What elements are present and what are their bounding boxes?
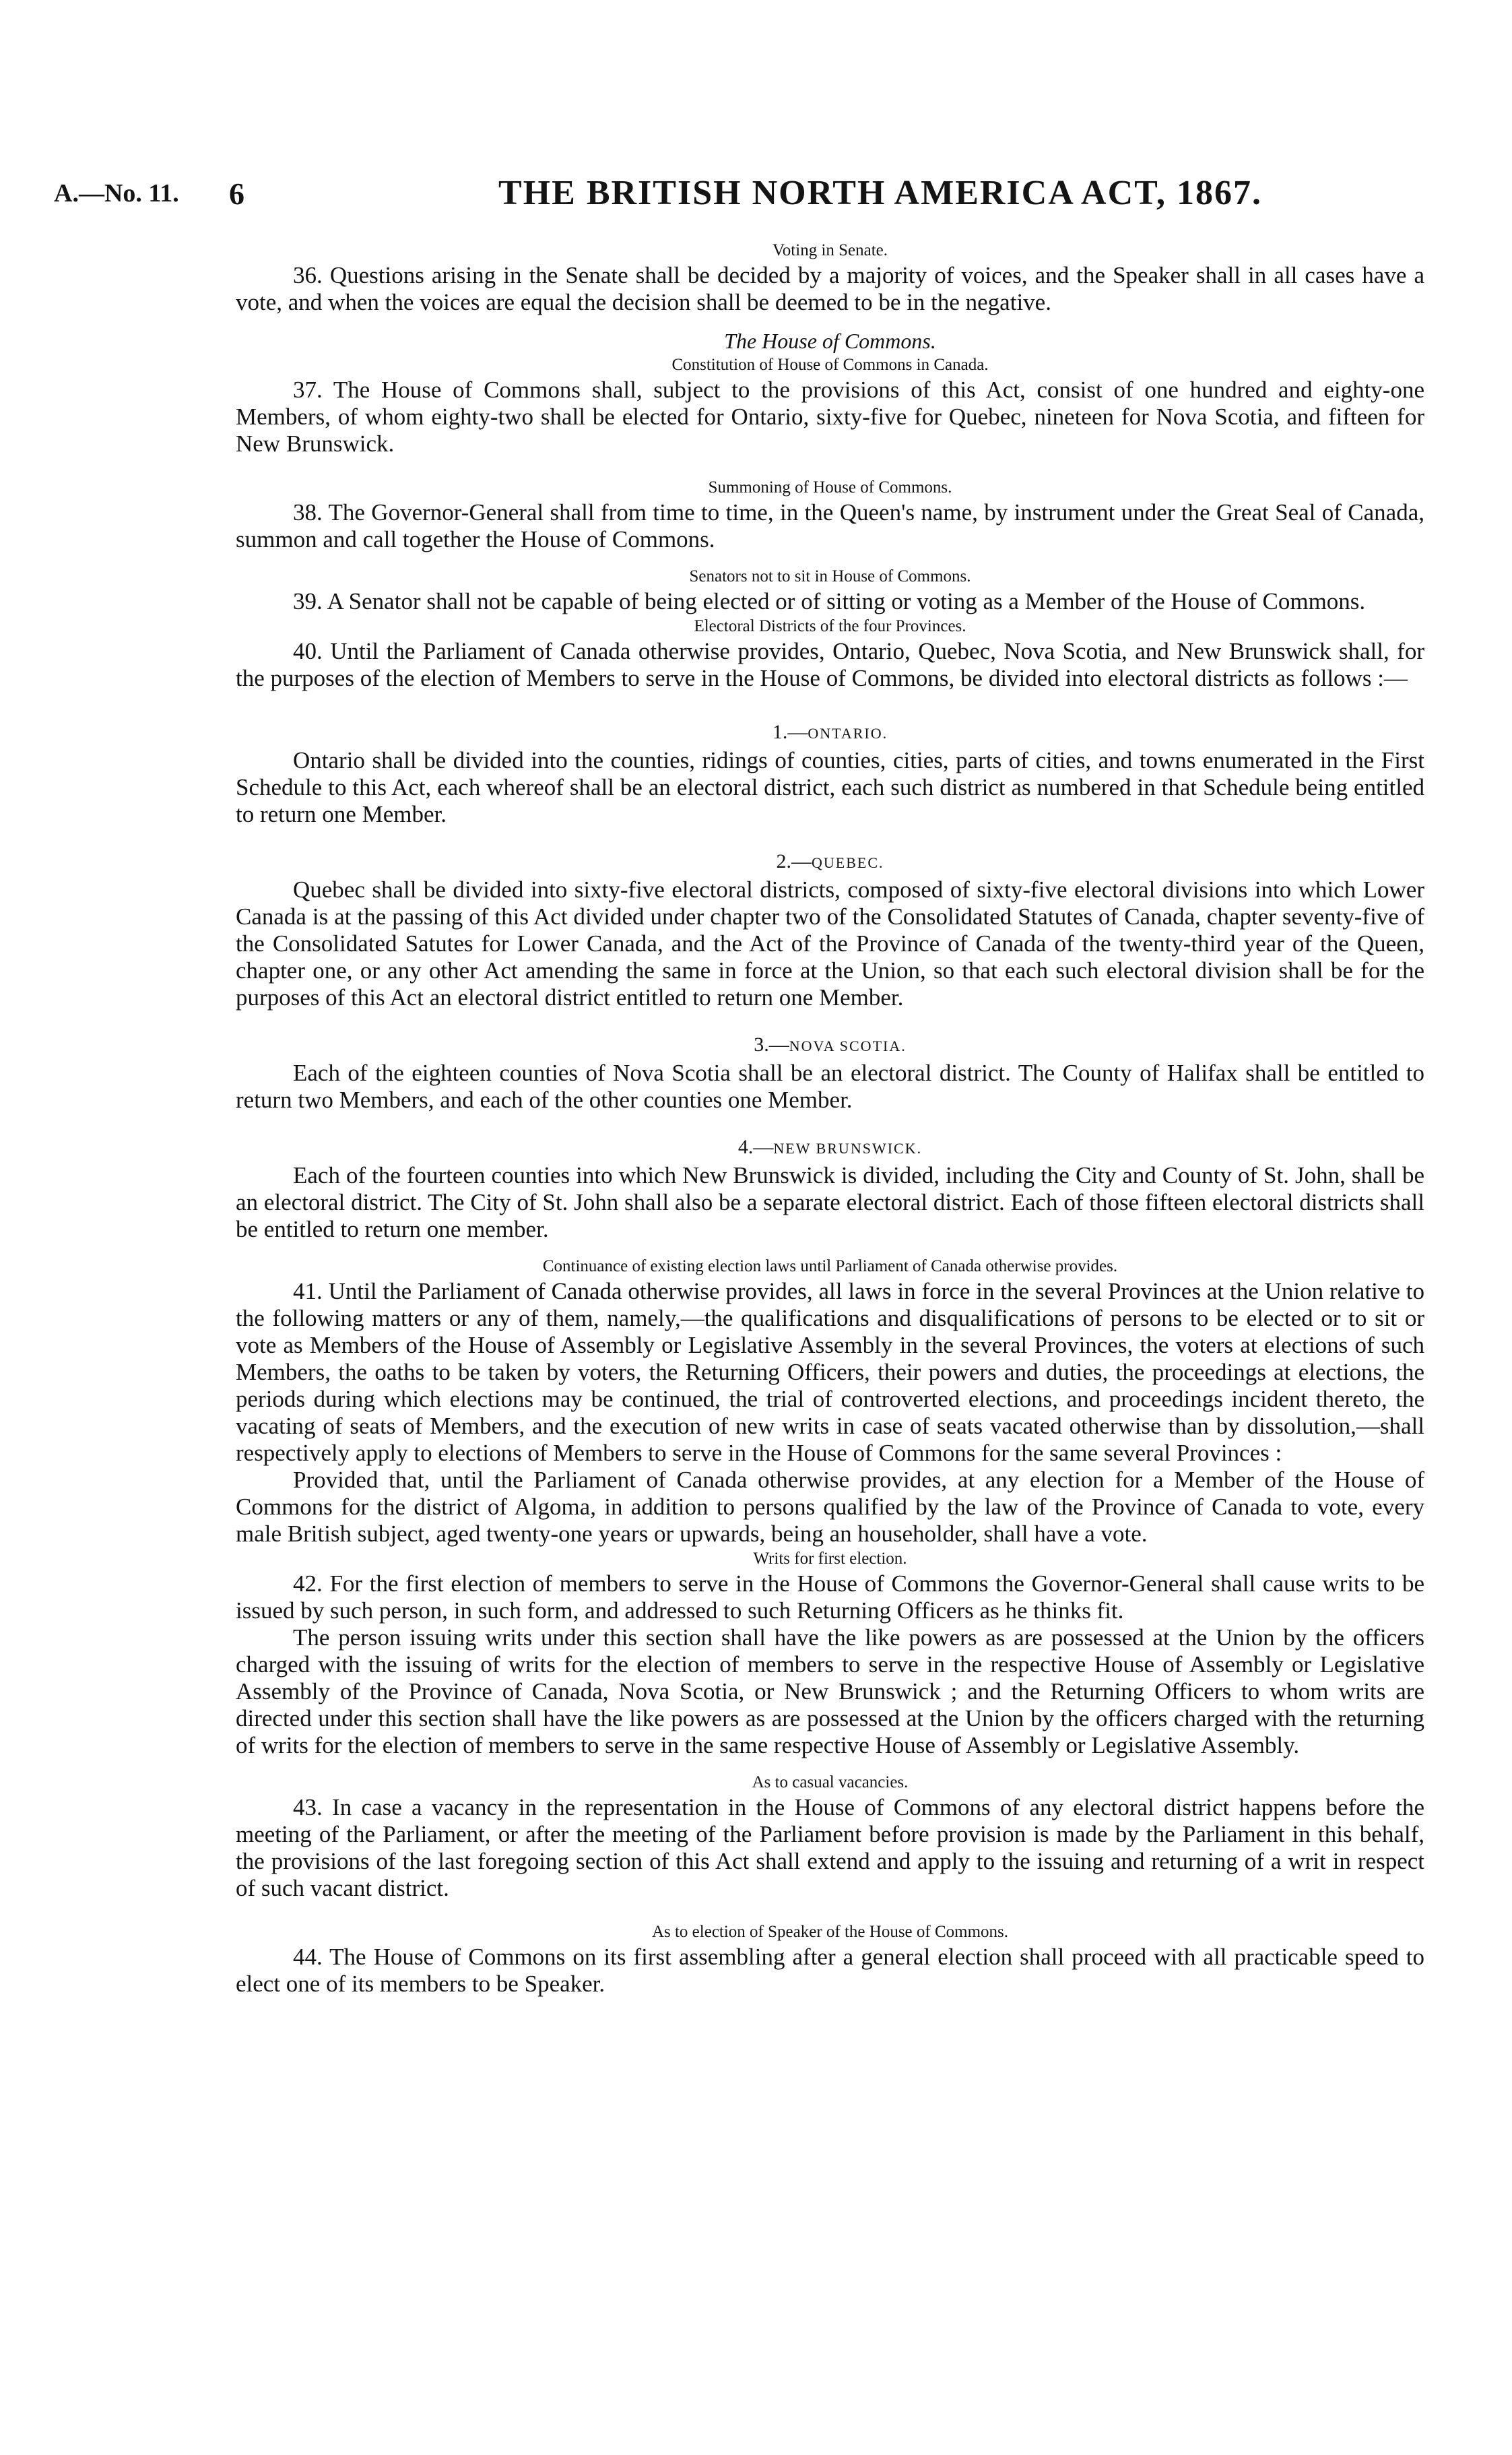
marginal-note-39: Senators not to sit in House of Commons.	[689, 567, 971, 585]
section-41: 41. Until the Parliament of Canada otherwise provides, all laws in force in the several Provinces at the Union relative to the following matters or any of them, namely,—the qualifications and disqualifications of persons to be elected or to sit or vote as Members of the House of Assembly or Legislative Assembly in the several Provinces, the voters at elections of such Members, the oaths to be taken by voters, the Returning Officers, their powers and duties, the proceedings at elections, the periods during which elections may be continued, the trial of controverted elections, and proceedings incident thereto, the vacating of seats of Members, and the execution of new writs in case of seats vacated otherwise than by dissolution,—shall respectively apply to elections of Members to serve in the House of Commons for the same several Provinces :	[236, 1278, 1424, 1466]
district-heading-ontario	[236, 719, 1424, 747]
section-41-proviso: Provided that, until the Parliament of Canada otherwise provides, at any election for a Member of the House of Commons for the district of Algoma, in addition to persons qualified by the law of the Province of Canada to vote, every male British subject, aged twenty-one years or upwards, being an householder, shall have a vote.	[236, 1467, 1424, 1547]
marginal-note-43: As to casual vacancies.	[752, 1773, 909, 1791]
marginal-note-40: Electoral Districts of the four Provinces.	[694, 617, 966, 635]
section-36: 36. Questions arising in the Senate shall be decided by a majority of voices, and the Speaker shall in all cases have a vote, and when the voices are equal the decision shall be deemed to be in the negative.	[236, 262, 1424, 315]
section-39: 39. A Senator shall not be capable of being elected or of sitting or voting as a Member of the House of Commons.	[293, 588, 1366, 614]
district-name-nova-scotia: NOVA SCOTIA.	[789, 1038, 907, 1054]
document-number: A.—No. 11.	[54, 179, 179, 208]
section-38: 38. The Governor-General shall from time to time, in the Queen's name, by instrument under the Great Seal of Canada, summon and call together the House of Commons.	[236, 499, 1424, 552]
district-heading-quebec	[236, 848, 1424, 876]
district-number-nova-scotia: 3.—	[754, 1033, 789, 1056]
section-37: 37. The House of Commons shall, subject to the provisions of this Act, consist of one hundred and eighty-one Members, of whom eighty-two shall be elected for Ontario, sixty-five for Quebec, nineteen for Nova Scotia, and fifteen for New Brunswick.	[236, 377, 1424, 457]
district-text-ontario: Ontario shall be divided into the counties, ridings of counties, cities, parts of cities, and towns enumerated in the First Schedule to this Act, each whereof shall be an electoral district, each such district as numbered in that Schedule being entitled to return one Member.	[236, 747, 1424, 827]
district-text-new-brunswick: Each of the fourteen counties into which New Brunswick is divided, including the City and County of St. John, shall be an electoral district. The City of St. John shall also be a separate electoral district. Each of those fifteen electoral districts shall be entitled to return one member.	[236, 1162, 1424, 1242]
section-44: 44. The House of Commons on its first assembling after a general election shall proceed with all practicable speed to elect one of its members to be Speaker.	[236, 1944, 1424, 1997]
marginal-note-44: As to election of Speaker of the House of Commons.	[651, 1923, 1009, 1941]
district-text-nova-scotia: Each of the eighteen counties of Nova Scotia shall be an electoral district. The County of Halifax shall be entitled to return two Members, and each of the other counties one Member.	[236, 1060, 1424, 1113]
part-heading-house-of-commons: The House of Commons.	[724, 329, 936, 353]
district-heading-nova-scotia	[236, 1031, 1424, 1060]
marginal-note-42: Writs for first election.	[753, 1550, 907, 1568]
district-number-new-brunswick: 4.—	[737, 1136, 774, 1158]
section-42: 42. For the first election of members to serve in the House of Commons the Governor-General shall cause writs to be issued by such person, in such form, and addressed to such Returning Officers as he thinks fit.	[236, 1570, 1424, 1624]
marginal-note-38: Summoning of House of Commons.	[708, 478, 952, 497]
district-name-new-brunswick: NEW BRUNSWICK.	[773, 1140, 923, 1157]
marginal-note-41: Continuance of existing election laws until Parliament of Canada otherwise provides.	[542, 1257, 1118, 1275]
running-header	[54, 172, 1401, 219]
district-text-quebec: Quebec shall be divided into sixty-five electoral districts, composed of sixty-five electoral divisions into which Lower Canada is at the passing of this Act divided under chapter two of the Consolidated Statutes of Canada, chapter seventy-five of the Consolidated Satutes for Lower Canada, and the Act of the Province of Canada of the twenty-third year of the Queen, chapter one, or any other Act amending the same in force at the Union, so that each such electoral division shall be for the purposes of this Act an electoral district entitled to return one Member.	[236, 876, 1424, 1011]
marginal-note-37: Constitution of House of Commons in Canada.	[671, 356, 989, 374]
section-40: 40. Until the Parliament of Canada otherwise provides, Ontario, Quebec, Nova Scotia, and New Brunswick shall, for the purposes of the election of Members to serve in the House of Commons, be divided into electoral districts as follows :—	[236, 638, 1424, 691]
district-number-quebec: 2.—	[776, 850, 812, 872]
district-heading-new-brunswick	[236, 1134, 1424, 1162]
section-42-second-paragraph: The person issuing writs under this section shall have the like powers as are possessed at the Union by the officers charged with the issuing of writs for the election of members to serve in the respective House of Assembly or Legislative Assembly of the Province of Canada, Nova Scotia, or New Brunswick ; and the Returning Officers to whom writs are directed under this section shall have the like powers as are possessed at the Union by the officers charged with the returning of writs for the election of members to serve in the same respective House of Assembly or Legislative Assembly.	[236, 1624, 1424, 1758]
district-number-ontario: 1.—	[772, 721, 808, 743]
district-name-ontario: ONTARIO.	[808, 725, 888, 742]
district-name-quebec: QUEBEC.	[812, 854, 884, 871]
act-body	[236, 239, 1424, 1998]
marginal-note-36: Voting in Senate.	[772, 241, 888, 259]
section-43: 43. In case a vacancy in the representation in the House of Commons of any electoral district happens before the meeting of the Parliament, or after the meeting of the Parliament before provision is made by the Parliament in this behalf, the provisions of the last foregoing section of this Act shall extend and apply to the issuing and returning of a writ in respect of such vacant district.	[236, 1794, 1424, 1901]
page-title: THE BRITISH NORTH AMERICA ACT, 1867.	[498, 174, 1262, 212]
page-number: 6	[229, 177, 244, 211]
